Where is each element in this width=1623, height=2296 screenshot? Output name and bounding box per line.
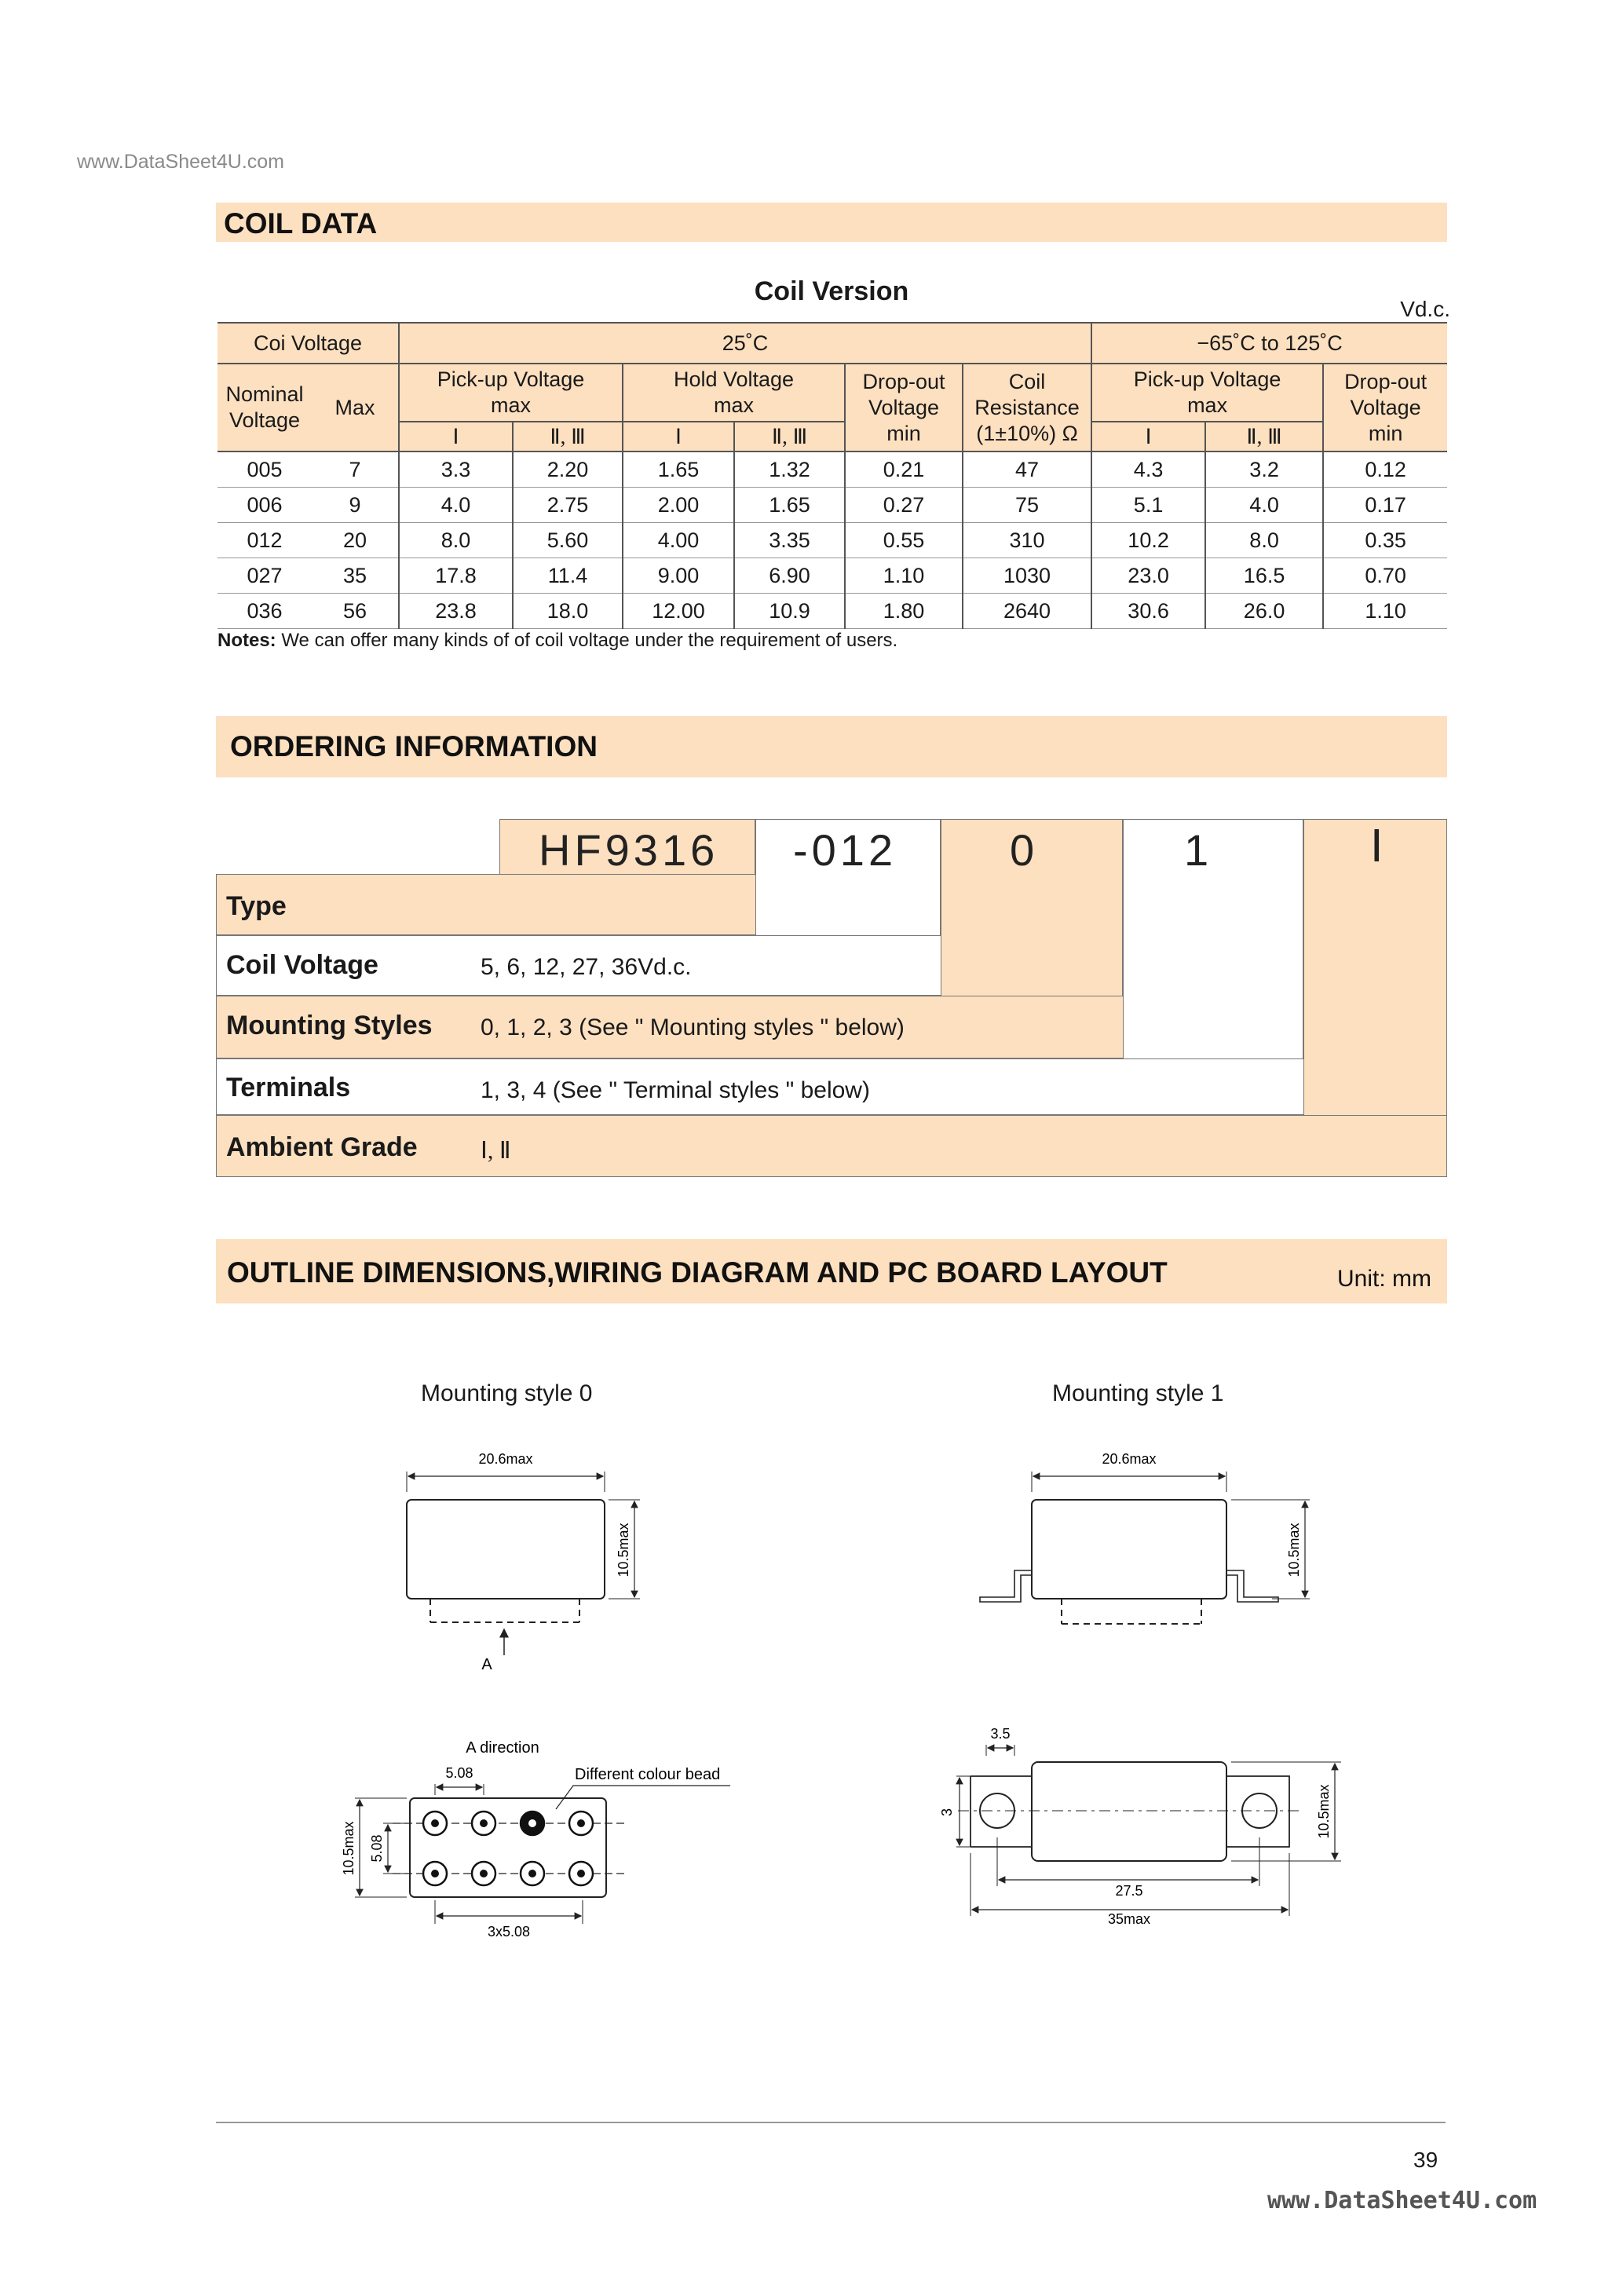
unit-label: Vd.c. xyxy=(1400,297,1450,321)
dim-height-1: 10.5max xyxy=(1286,1523,1302,1578)
table-cell: 1.10 xyxy=(1323,594,1447,629)
dim-row-pitch: 5.08 xyxy=(369,1834,385,1863)
resistance-line-3: (1±10%) Ω xyxy=(976,421,1078,445)
dim-hole-pitch: 27.5 xyxy=(1115,1883,1143,1899)
ordering-value-coil-voltage: 5, 6, 12, 27, 36Vd.c. xyxy=(481,954,692,980)
dim-height-0: 10.5max xyxy=(616,1523,631,1578)
a-direction-label: A direction xyxy=(466,1739,539,1757)
table-cell: 30.6 xyxy=(1091,594,1205,629)
table-cell: 7 xyxy=(312,452,399,488)
pin xyxy=(521,1812,544,1835)
table-cell: 5.1 xyxy=(1091,488,1205,523)
table-cell: 75 xyxy=(963,488,1091,523)
table-cell: 1.10 xyxy=(845,558,963,594)
resistance-line-1: Coil xyxy=(1008,369,1046,393)
table-cell: 26.0 xyxy=(1205,594,1323,629)
table-cell: 1.65 xyxy=(623,452,734,488)
grade-23: Ⅱ, Ⅲ xyxy=(1205,422,1323,452)
table-cell: 0.55 xyxy=(845,523,963,558)
table-cell: 2.75 xyxy=(513,488,623,523)
relay-body-side-1 xyxy=(1032,1500,1226,1599)
ordering-label-mounting: Mounting Styles xyxy=(226,1011,433,1040)
dim-height-pinview: 10.5max xyxy=(341,1821,356,1876)
code-type: HF9316 xyxy=(539,825,719,875)
header-coil-voltage: Coi Voltage xyxy=(217,323,399,364)
grade-1: Ⅰ xyxy=(623,422,734,452)
grade-1: Ⅰ xyxy=(399,422,513,452)
table-cell: 0.70 xyxy=(1323,558,1447,594)
section-title: ORDERING INFORMATION xyxy=(230,730,598,762)
table-cell: 0.21 xyxy=(845,452,963,488)
note-text: We can offer many kinds of of coil voltage under the requirement of users. xyxy=(276,630,898,651)
table-cell: 4.00 xyxy=(623,523,734,558)
table-cell: 23.0 xyxy=(1091,558,1205,594)
table-cell: 0.35 xyxy=(1323,523,1447,558)
ordering-label-terminals: Terminals xyxy=(226,1073,351,1102)
table-cell: 9 xyxy=(312,488,399,523)
table-cell: 3.3 xyxy=(399,452,513,488)
dim-pin-span: 3x5.08 xyxy=(487,1924,531,1940)
header-temp-range: −65˚C to 125˚C xyxy=(1091,323,1447,364)
table-cell: 10.9 xyxy=(734,594,845,629)
code-mounting: 0 xyxy=(1010,825,1039,875)
pin xyxy=(423,1812,447,1835)
ordering-label-type: Type xyxy=(226,891,287,921)
table-cell: 18.0 xyxy=(513,594,623,629)
dim-width-0: 20.6max xyxy=(478,1451,533,1467)
table-cell: 0.17 xyxy=(1323,488,1447,523)
table-cell: 3.35 xyxy=(734,523,845,558)
code-voltage: -012 xyxy=(793,825,897,875)
table-cell: 12.00 xyxy=(623,594,734,629)
table-cell: 23.8 xyxy=(399,594,513,629)
header-dropout-2: Drop-out Voltage min xyxy=(1323,364,1447,452)
pin xyxy=(569,1812,593,1835)
ordering-value-mounting: 0, 1, 2, 3 (See " Mounting styles " below) xyxy=(481,1015,905,1040)
ordering-label-coil-voltage: Coil Voltage xyxy=(226,950,378,980)
code-terminal: 1 xyxy=(1184,825,1213,875)
table-cell: 1.80 xyxy=(845,594,963,629)
dim-total: 35max xyxy=(1107,1911,1151,1927)
ordering-label-ambient: Ambient Grade xyxy=(226,1132,418,1162)
arrow-a-label: A xyxy=(481,1656,492,1673)
unit-label: Unit: mm xyxy=(1337,1266,1431,1292)
mounting-flanges xyxy=(980,1570,1278,1602)
watermark-bottom: www.DataSheet4U.com xyxy=(1267,2187,1537,2214)
table-cell: 35 xyxy=(312,558,399,594)
header-pickup-2: Pick-up Voltage max xyxy=(1091,364,1323,422)
footer-rule xyxy=(216,2122,1446,2123)
table-cell: 006 xyxy=(217,488,312,523)
table-cell: 16.5 xyxy=(1205,558,1323,594)
pin xyxy=(472,1812,495,1835)
section-title: OUTLINE DIMENSIONS,WIRING DIAGRAM AND PC BOARD LAYOUT xyxy=(227,1256,1168,1289)
grade-1: Ⅰ xyxy=(1091,422,1205,452)
table-cell: 005 xyxy=(217,452,312,488)
table-cell: 9.00 xyxy=(623,558,734,594)
header-temp-25: 25˚C xyxy=(399,323,1091,364)
table-cell: 17.8 xyxy=(399,558,513,594)
header-nominal: Nominal Voltage xyxy=(217,364,312,452)
header-hold: Hold Voltage max xyxy=(623,364,845,422)
table-cell: 4.0 xyxy=(1205,488,1323,523)
style0-label: Mounting style 0 xyxy=(421,1380,593,1406)
table-cell: 4.0 xyxy=(399,488,513,523)
relay-body-side-0 xyxy=(407,1500,605,1599)
resistance-line-2: Resistance xyxy=(974,395,1080,419)
header-pickup: Pick-up Voltage max xyxy=(399,364,623,422)
ordering-value-ambient: Ⅰ, Ⅱ xyxy=(481,1138,511,1164)
note-label: Notes: xyxy=(217,630,276,651)
section-title: COIL DATA xyxy=(224,207,378,239)
grade-23: Ⅱ, Ⅲ xyxy=(734,422,845,452)
table-cell: 036 xyxy=(217,594,312,629)
watermark-top: www.DataSheet4U.com xyxy=(77,151,285,173)
page-number: 39 xyxy=(1413,2148,1438,2172)
table-cell: 5.60 xyxy=(513,523,623,558)
dim-hole: 3.5 xyxy=(990,1726,1011,1742)
dim-pin-pitch: 5.08 xyxy=(445,1765,473,1781)
table-cell: 2640 xyxy=(963,594,1091,629)
table-cell: 11.4 xyxy=(513,558,623,594)
table-cell: 2.00 xyxy=(623,488,734,523)
table-cell: 3.2 xyxy=(1205,452,1323,488)
table-cell: 310 xyxy=(963,523,1091,558)
header-dropout: Drop-out Voltage min xyxy=(845,364,963,452)
table-cell: 1030 xyxy=(963,558,1091,594)
code-grade: Ⅰ xyxy=(1370,823,1387,872)
table-cell: 47 xyxy=(963,452,1091,488)
table-cell: 56 xyxy=(312,594,399,629)
header-max: Max xyxy=(312,364,399,452)
pin xyxy=(569,1862,593,1885)
grade-23: Ⅱ, Ⅲ xyxy=(513,422,623,452)
table-cell: 012 xyxy=(217,523,312,558)
pin xyxy=(423,1862,447,1885)
table-cell: 20 xyxy=(312,523,399,558)
table-cell: 0.12 xyxy=(1323,452,1447,488)
pins-outline-0 xyxy=(430,1599,579,1622)
table-cell: 2.20 xyxy=(513,452,623,488)
dim-width-1: 20.6max xyxy=(1102,1451,1157,1467)
dim-height-top: 10.5max xyxy=(1316,1784,1332,1839)
table-cell: 4.3 xyxy=(1091,452,1205,488)
pin xyxy=(521,1862,544,1885)
table-cell: 8.0 xyxy=(1205,523,1323,558)
table-cell: 0.27 xyxy=(845,488,963,523)
table-cell: 10.2 xyxy=(1091,523,1205,558)
table-cell: 8.0 xyxy=(399,523,513,558)
table-cell: 6.90 xyxy=(734,558,845,594)
ordering-value-terminals: 1, 3, 4 (See " Terminal styles " below) xyxy=(481,1077,870,1103)
style1-label: Mounting style 1 xyxy=(1052,1380,1224,1406)
table-cell: 1.65 xyxy=(734,488,845,523)
relay-body-top-1 xyxy=(1032,1762,1226,1861)
table-cell: 1.32 xyxy=(734,452,845,488)
pin xyxy=(472,1862,495,1885)
table-caption: Coil Version xyxy=(754,276,909,306)
dim-flange-height: 3 xyxy=(939,1808,955,1817)
bead-label: Different colour bead xyxy=(575,1766,721,1783)
table-cell: 027 xyxy=(217,558,312,594)
